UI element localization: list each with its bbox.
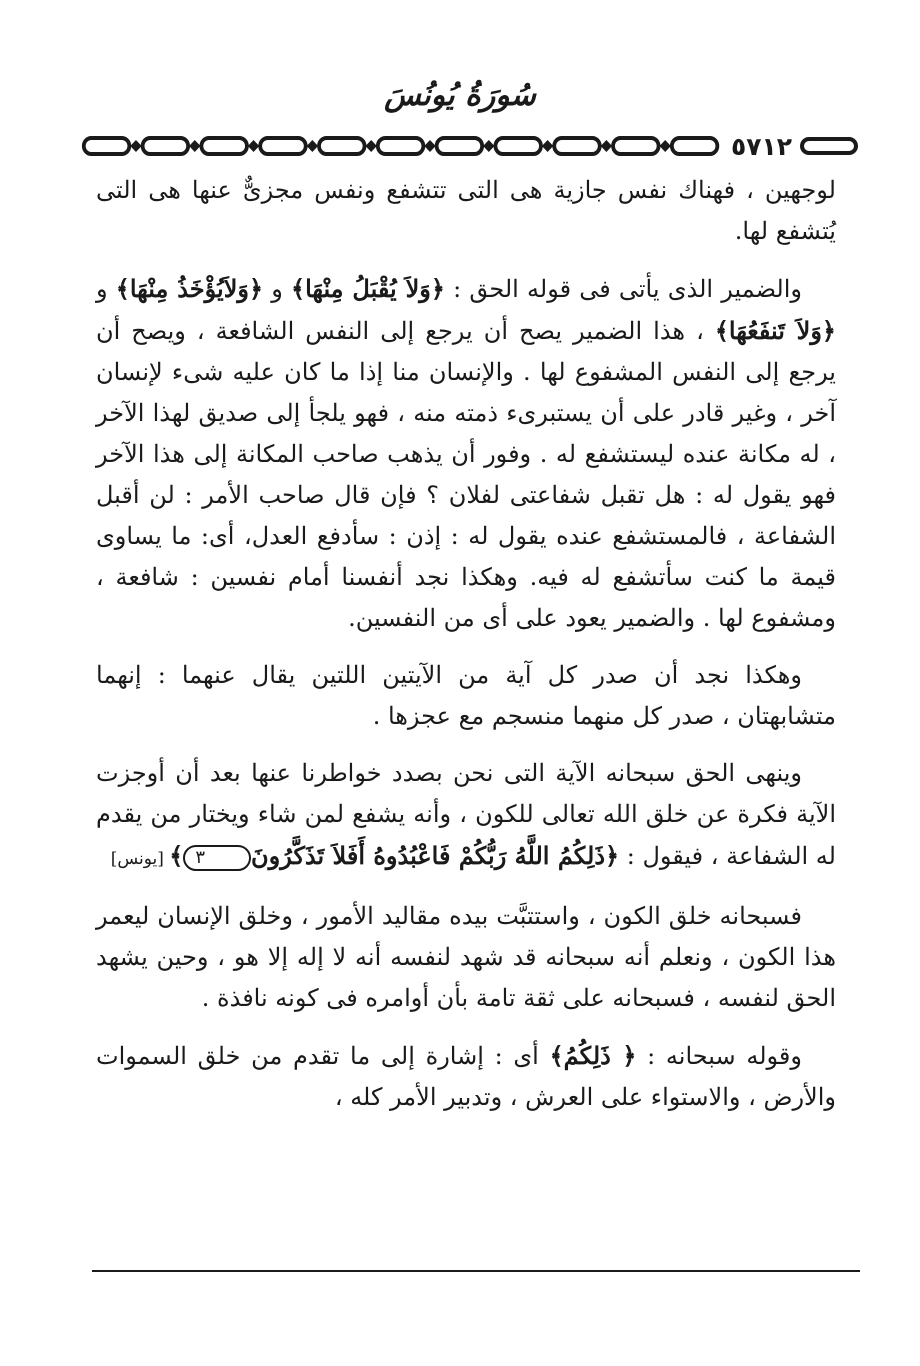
paragraph-text: و (263, 275, 291, 303)
quran-verse: ﴿وَلاَيُؤْخَذُ مِنْهَا﴾ (115, 274, 264, 303)
paragraph-text: والضمير الذى يأتى فى قوله الحق : (444, 275, 803, 303)
paragraph (96, 896, 836, 1019)
paragraph-text: وينهى الحق سبحانه الآية التى نحن بصدد خواطرنا عنها بعد أن أوجزت الآية فكرة عن خلق الله تعالى للكون ، وأنه يشفع لمن شاء ويختار من يقدم له الشفاعة ، فيقول : (96, 759, 836, 870)
footer-rule (92, 1270, 860, 1272)
paragraph-text: فسبحانه خلق الكون ، واستتبَّت بيده مقاليد الأمور ، وخلق الإنسان ليعمر هذا الكون ، ونعلم أنه سبحانه قد شهد لنفسه أنه لا إله إلا هو ، وحين يشهد الحق لنفسه ، فسبحانه على ثقة تامة بأن أوامره فى كونه نافذة . (96, 902, 836, 1012)
paragraph-text: أى : إشارة إلى ما تقدم من خلق السموات والأرض ، والاستواء على العرش ، وتدبير الأمر كله ، (96, 1042, 836, 1111)
quran-verse: ﴿وَلاَ يُقْبَلُ مِنْهَا﴾ (291, 274, 445, 303)
surah-title: سُورَةُ يُونُسَ (384, 78, 536, 113)
paragraph (96, 1035, 836, 1118)
paragraph (96, 170, 836, 252)
ayah-number: ٣ (183, 845, 251, 871)
paragraph (96, 753, 836, 880)
paragraph-text: لوجهين ، فهناك نفس جازية هى التى تتشفع ونفس مجزىٌّ عنها هى التى يُتشفع لها. (96, 176, 836, 245)
quran-verse: ﴾ (169, 841, 184, 870)
paragraph-text: و (96, 275, 116, 303)
paragraph-text: ، هذا الضمير يصح أن يرجع إلى النفس الشافعة ، ويصح أن يرجع إلى النفس المشفوع لها . والإنسان منا إذا ما كان عليه شىء لإنسان آخر ، وغير قادر على أن يستبرىء ذمته منه ، فهو يلجأ إلى صديق لهذا الآخر ، له مكانة عنده ليستشفع له . وفور أن يذهب صاحب المكانة إلى هذا الآخر فهو يقول له : هل تقبل شفاعتى لفلان ؟ فإن قال صاحب الأمر : لن أقبل الشفاعة ، فالمستشفع عنده يقول له : إذن : سأدفع العدل، أى: ما يساوى قيمة ما كنت سأتشفع له فيه. وهكذا نجد أنفسنا أمام نفسين : شافعة ، ومشفوع لها . والضمير يعود على أى من النفسين. (96, 317, 836, 632)
surah-reference: [يونس] (110, 849, 170, 869)
chain-ornament-icon (80, 126, 725, 166)
paragraph (96, 268, 836, 639)
quran-verse: ﴿ذَلِكُمُ اللَّهُ رَبُّكُمْ فَاعْبُدُوهُ أَفَلاَ تَذَكَّرُونَ (251, 841, 620, 870)
ornament-right-icon (798, 126, 860, 166)
quran-verse: ﴿ ذَلِكُمُ﴾ (549, 1041, 637, 1070)
paragraph-text: وهكذا نجد أن صدر كل آية من الآيتين اللتين يقال عنهما : إنهما متشابهتان ، صدر كل منهما منسجم مع عجزها . (96, 661, 836, 730)
article-body (96, 170, 836, 1134)
paragraph-text: وقوله سبحانه : (636, 1042, 802, 1070)
quran-verse: ﴿وَلاَ تَنفَعُهَا﴾ (714, 316, 836, 345)
page-number: ٥٧١٢ (730, 131, 792, 161)
paragraph (96, 655, 836, 737)
page-header (80, 126, 860, 166)
